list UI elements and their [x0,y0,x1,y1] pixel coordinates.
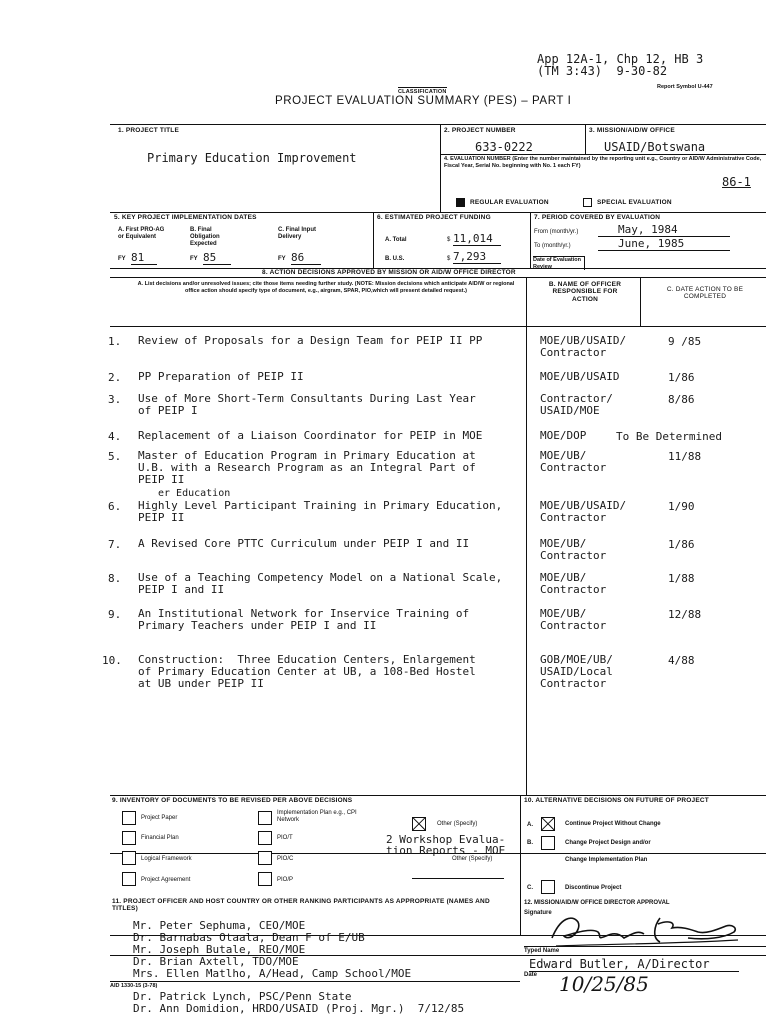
regular-evaluation-label: REGULAR EVALUATION [470,199,549,206]
pio-p-checkbox[interactable] [258,872,272,886]
funding-us-label: B. U.S. [385,256,405,262]
decision-officer: MOE/UB/USAID/ Contractor [540,499,627,524]
typed-name-label: Typed Name [524,948,560,954]
implementation-dates-label: 5. KEY PROJECT IMPLEMENTATION DATES [114,214,257,221]
discontinue-project-label: Discontinue Project [565,885,622,891]
alternative-c-letter: C. [527,885,533,891]
period-from-value: May, 1984 [598,223,730,237]
decision-officer: MOE/DOP [540,429,587,442]
decision-number: 5. [108,450,122,463]
period-from-label: From (month/yr.) [534,229,579,235]
rule [373,212,374,268]
decision-date: 4/88 [668,654,695,667]
decision-date: To Be Determined [616,430,722,443]
form-reference-tm: (TM 3:43) 9-30-82 [537,64,668,78]
rule [585,124,586,154]
date-column-header: C. DATE ACTION TO BE COMPLETED [666,286,744,301]
review-date-label: Date of Evaluation Review [533,256,585,270]
implementation-plan-label: Implementation Plan e.g., CPI Network [277,810,357,824]
special-evaluation-checkbox[interactable] [583,198,592,207]
director-approval-label: 12. MISSION/AID/W OFFICE DIRECTOR APPROVAL [524,900,670,906]
report-symbol: Report Symbol U-447 [657,84,713,90]
rule [520,795,521,935]
decision-text: Review of Proposals for a Design Team for PEIP II PP [138,334,483,347]
alternative-a-letter: A. [527,822,533,828]
other-documents-value-line2: tion Reports - MOE [386,844,506,857]
signature-label: Signature [524,910,552,916]
participants-label: 11. PROJECT OFFICER AND HOST COUNTRY OR OTHER RANKING PARTICIPANTS AS APPROPRIATE (NAMES AND TITLES) [112,898,490,913]
decision-number: 6. [108,500,122,513]
change-design-checkbox[interactable] [541,836,555,850]
evaluation-number-label: 4. EVALUATION NUMBER (Enter the number maintained by the reporting unit e.g., Country or AID/W Administrative Code, Fiscal Year, Serial No. beginning with No. 1 each FY) [444,156,762,169]
first-proag-label: A. First PRO-AG or Equivalent [118,227,165,241]
decision-number: 3. [108,393,122,406]
decision-text: Replacement of a Liaison Coordinator for PEIP in MOE [138,429,483,442]
evaluation-number-value: 86-1 [722,175,751,189]
continue-project-checkbox[interactable] [541,817,555,831]
decision-number: 9. [108,608,122,621]
rule [110,124,766,125]
decision-officer: GOB/MOE/UB/ USAID/Local Contractor [540,653,613,690]
special-evaluation-label: SPECIAL EVALUATION [597,199,672,206]
classification-label: CLASSIFICATION [398,89,447,95]
financial-plan-label: Financial Plan [141,835,179,841]
inventory-label: 9. INVENTORY OF DOCUMENTS TO BE REVISED PER ABOVE DECISIONS [112,797,353,804]
project-paper-checkbox[interactable] [122,811,136,825]
change-design-label: Change Project Design and/or [565,840,651,846]
logical-framework-checkbox[interactable] [122,851,136,865]
pio-t-checkbox[interactable] [258,831,272,845]
first-proag-value: 81 [131,251,157,265]
mission-label: 3. MISSION/AID/W OFFICE [589,127,675,134]
decision-text: Construction: Three Education Centers, Enlargement of Primary Education Center at UB, a 108-Bed Hostel at UB under PEIP II [138,653,476,690]
funding-us-currency: $ [447,256,451,262]
final-input-label: C. Final Input Delivery [278,227,316,241]
decision-text: Use of More Short-Term Consultants During Last Year of PEIP I [138,392,476,417]
funding-total-value: 11,014 [453,232,501,246]
decision-officer: MOE/UB/ Contractor [540,537,607,562]
form-reference: App 12A-1, Chp 12, HB 3 [537,52,704,66]
action-decisions-title: 8. ACTION DECISIONS APPROVED BY MISSION OR AID/W OFFICE DIRECTOR [262,269,516,276]
financial-plan-checkbox[interactable] [122,831,136,845]
other-documents-label: Other (Specify) [437,821,478,827]
rule [110,277,766,278]
change-implementation-label: Change Implementation Plan [565,857,648,863]
decision-officer: MOE/UB/ Contractor [540,449,607,474]
final-input-value: 86 [291,251,321,265]
project-number-label: 2. PROJECT NUMBER [444,127,516,134]
decision-officer: Contractor/ USAID/MOE [540,392,613,417]
final-input-prefix: FY [278,256,286,262]
decision-text: Use of a Teaching Competency Model on a National Scale, PEIP I and II [138,571,503,596]
decision-date: 9 /85 [668,335,702,348]
participant-item: Mr. Peter Sephuma, CEO/MOE [133,919,306,932]
signature-image [548,908,743,950]
regular-evaluation-checkbox[interactable] [456,198,465,207]
implementation-plan-checkbox[interactable] [258,811,272,825]
alternative-decisions-label: 10. ALTERNATIVE DECISIONS ON FUTURE OF PROJECT [524,797,709,804]
rule [440,154,766,155]
decision-text: Master of Education Program in Primary Education at U.B. with a Research Program as an Integral Part of PEIP II [138,449,476,486]
decision-insert: er Education [158,488,231,499]
rule [530,212,531,268]
project-agreement-checkbox[interactable] [122,872,136,886]
continue-project-label: Continue Project Without Change [565,821,661,827]
decision-officer: MOE/UB/USAID [540,370,620,383]
decision-date: 1/90 [668,500,695,513]
other-documents-checkbox[interactable] [412,817,426,831]
final-obligation-prefix: FY [190,256,198,262]
participant-item: Dr. Barnabas Otaala, Dean F of E/UB [133,931,365,944]
logical-framework-label: Logical Framework [141,856,192,862]
decision-date: 1/86 [668,371,695,384]
decision-date: 1/86 [668,538,695,551]
officer-column-header: B. NAME OF OFFICER RESPONSIBLE FOR ACTION [548,281,622,303]
funding-total-currency: $ [447,237,451,243]
project-paper-label: Project Paper [141,815,178,821]
decision-number: 7. [108,538,122,551]
decision-officer: MOE/UB/ Contractor [540,571,607,596]
project-title-value: Primary Education Improvement [147,151,357,165]
participant-item: Dr. Brian Axtell, TDO/MOE [133,955,299,968]
decision-date: 12/88 [668,608,702,621]
period-to-value: June, 1985 [598,237,730,251]
decision-number: 4. [108,430,122,443]
project-number-value: 633-0222 [475,140,533,154]
decision-text: PP Preparation of PEIP II [138,370,304,383]
rule [640,277,641,326]
participant-item: Mrs. Ellen Matlho, A/Head, Camp School/MOE [133,967,412,980]
decision-officer: MOE/UB/ Contractor [540,607,607,632]
decision-date: 8/86 [668,393,695,406]
final-obligation-label: B. Final Obligation Expected [190,227,220,248]
pio-t-label: PIO/T [277,835,293,841]
funding-label: 6. ESTIMATED PROJECT FUNDING [377,214,491,221]
decision-number: 10. [102,654,122,667]
page-title: PROJECT EVALUATION SUMMARY (PES) – PART I [275,95,572,107]
pio-c-checkbox[interactable] [258,851,272,865]
rule [526,277,527,795]
final-obligation-value: 85 [203,251,231,265]
decision-number: 8. [108,572,122,585]
participant-item: Mr. Joseph Butale, REO/MOE [133,943,306,956]
decision-number: 1. [108,335,122,348]
decision-text: An Institutional Network for Inservice Training of Primary Teachers under PEIP I and II [138,607,470,632]
other-documents-label-2: Other (Specify) [452,856,493,862]
decision-date: 11/88 [668,450,702,463]
funding-us-value: 7,293 [453,250,501,264]
first-proag-prefix: FY [118,256,126,262]
period-label: 7. PERIOD COVERED BY EVALUATION [534,214,661,221]
typed-name-value: Edward Butler, A/Director [529,957,739,972]
rule [110,795,766,796]
rule [110,212,766,213]
pio-c-label: PIO/C [277,856,294,862]
participant-continued: Dr. Patrick Lynch, PSC/Penn State [133,990,352,1003]
date-label: Date [524,972,538,978]
participant-continued: Dr. Ann Domidion, HRDO/USAID (Proj. Mgr.) 7/12/85 [133,1002,465,1015]
decision-text: A Revised Core PTTC Curriculum under PEIP I and II [138,537,470,550]
decision-text: Highly Level Participant Training in Primary Education, PEIP II [138,499,503,524]
other-documents-value-line1: 2 Workshop Evalua- [386,833,506,846]
discontinue-project-checkbox[interactable] [541,880,555,894]
mission-value: USAID/Botswana [604,140,706,154]
form-number: AID 1330-15 (3-78) [110,983,158,989]
pio-p-label: PIO/P [277,877,294,883]
project-title-label: 1. PROJECT TITLE [118,127,179,134]
decisions-column-header: A. List decisions and/or unresolved issues; cite those items needing further study. (NOTE: Mission decisions which anticipate AID/W or regional office action should specify type of document, e.g., airgram, SPAR, PIO,which will present detailed request.) [137,281,515,294]
decision-officer: MOE/UB/USAID/ Contractor [540,334,627,359]
signature-line [524,946,766,947]
funding-total-label: A. Total [385,237,407,243]
approval-date-value: 10/25/85 [559,972,649,996]
rule [110,326,766,327]
footer-rule [110,981,520,982]
alternative-b-letter: B. [527,840,533,846]
period-to-label: To (month/yr.) [534,243,571,249]
project-agreement-label: Project Agreement [141,877,191,883]
rule [440,124,441,212]
decision-date: 1/88 [668,572,695,585]
decision-number: 2. [108,371,122,384]
other-documents-line [412,878,504,879]
